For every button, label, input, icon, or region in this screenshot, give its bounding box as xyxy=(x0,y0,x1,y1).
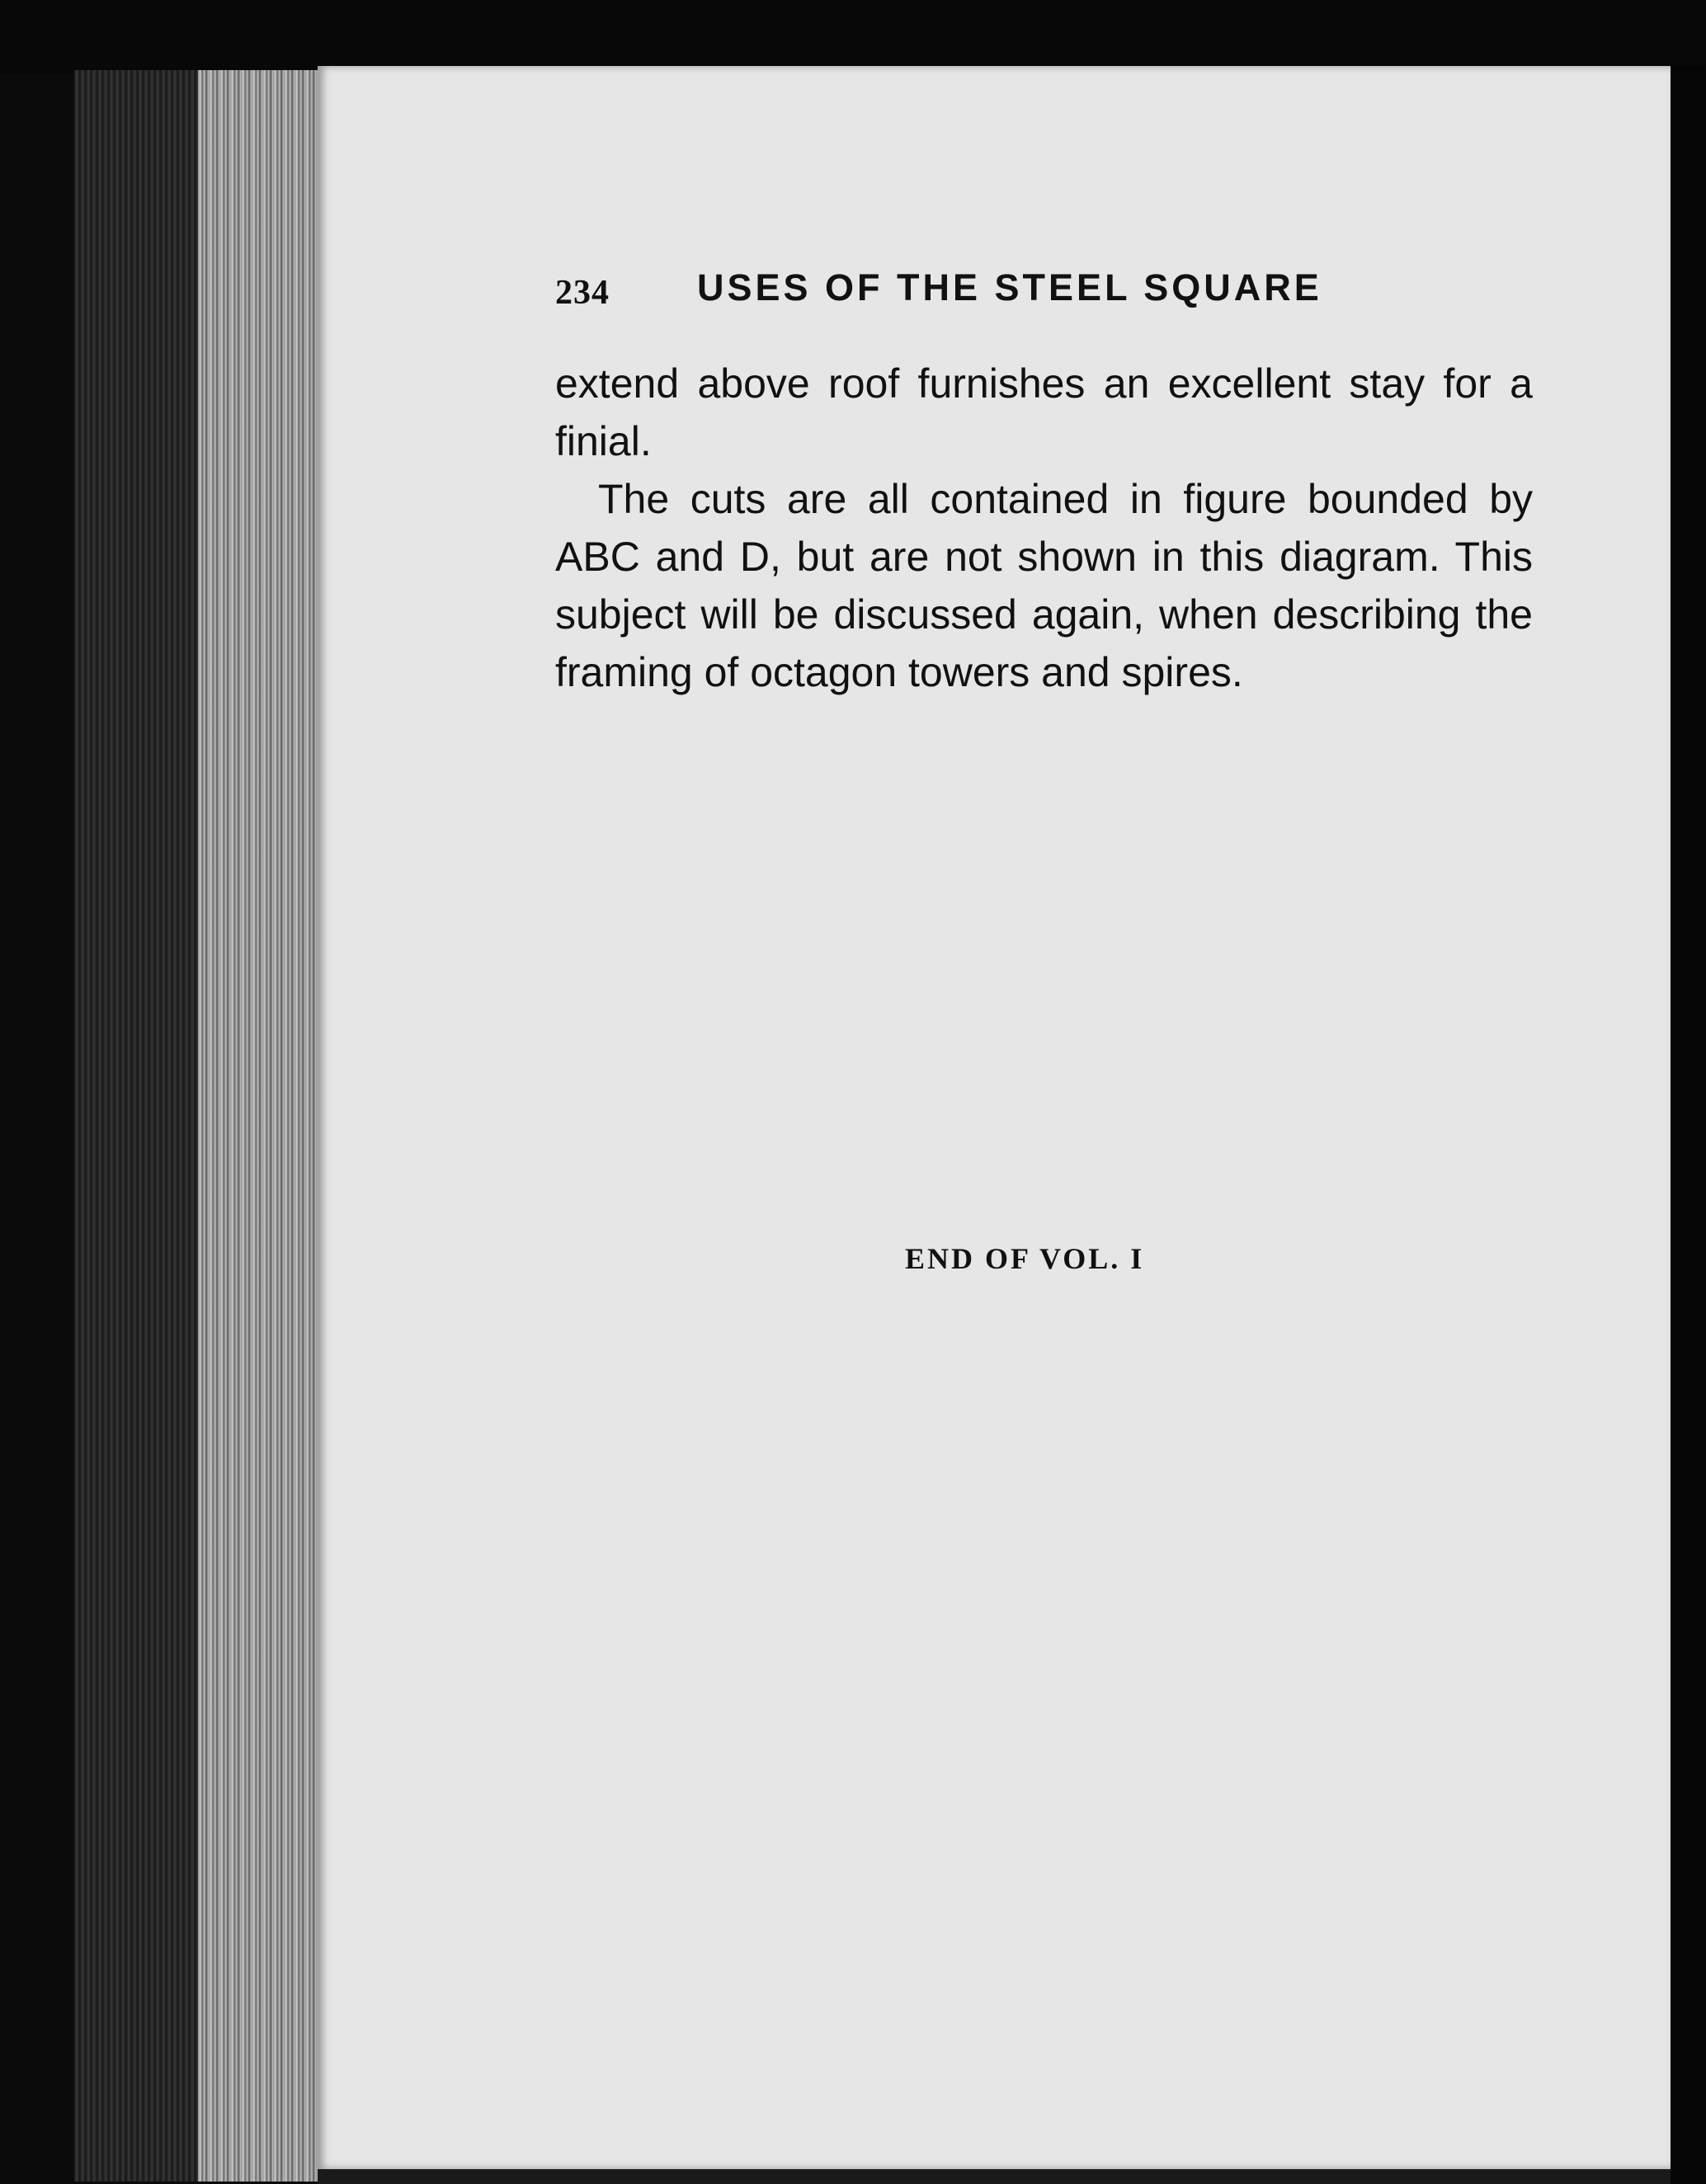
scan-right-border xyxy=(1671,66,1706,2184)
book-page xyxy=(318,66,1671,2169)
running-head xyxy=(555,266,1685,324)
page-number: 234 xyxy=(555,274,610,312)
paragraph: The cuts are all contained in figure bounded by ABC and D, but are not shown in this diagram. This subject will be discussed again, when describing the framing of octagon towers and spires. xyxy=(555,476,1533,695)
book-page-edges xyxy=(74,70,322,2182)
scan-background xyxy=(0,0,1706,74)
scan-bottom-border xyxy=(318,2169,1671,2184)
paragraph: extend above roof furnishes an excellent stay for a finial. xyxy=(555,360,1533,464)
end-of-volume-mark: END OF VOL. I xyxy=(905,1242,1145,1275)
running-title: USES OF THE STEEL SQUARE xyxy=(697,266,1322,308)
body-text xyxy=(555,355,1533,701)
